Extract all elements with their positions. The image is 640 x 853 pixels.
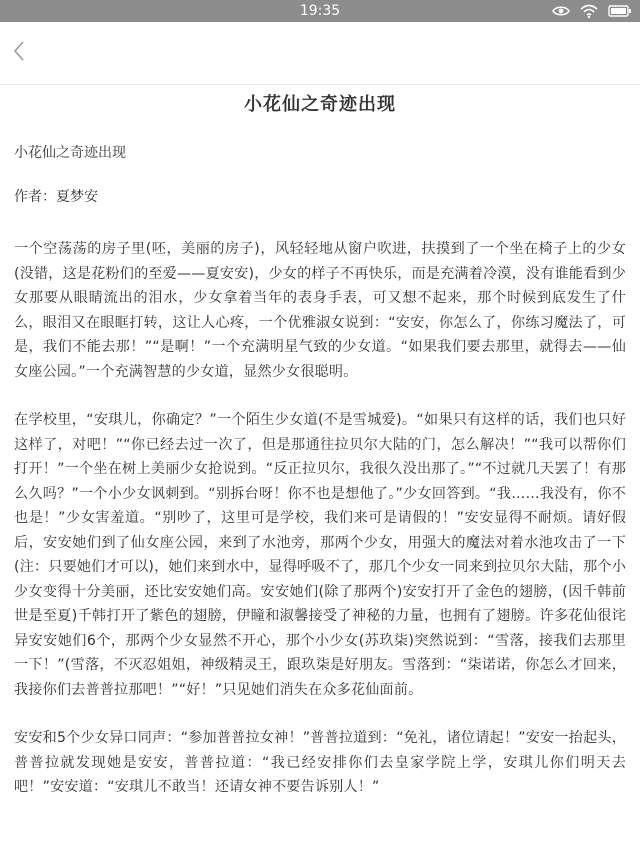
wifi-icon [580,4,598,18]
article-paragraph: 在学校里，“安琪儿，你确定？”一个陌生少女道(不是雪城爱)。“如果只有这样的话，我们也只好这样了，对吧！”“你已经去过一次了，但是那通往拉贝尔大陆的门，怎么解决！”“我可以帮你们打开！”一个坐在树上美丽少女抢说到。“反正拉贝尔，我很久没出那了。”“不过就几天罢了！有那么久吗？”一个小少女讽刺到。“别拆台呀！你不也是想他了。”少女回答到。“我……我没有，你不也是！”少女害羞道。“别吵了，这里可是学校，我们来可是请假的！”安安显得不耐烦。请好假后，安安她们到了仙女座公园，来到了水池旁，那两个少女，用强大的魔法对着水池攻击了一下(注：只要她们才可以)，她们来到水中，显得呼吸不了，那几个少女一同来到拉贝尔大陆，那个小少女变得十分美丽，还比安安她们高。安安她们(除了那两个)安安打开了金色的翅膀，(因千韩前世是至夏)千韩打开了紫色的翅膀，伊瞳和淑馨接受了神秘的力量，也拥有了翅膀。许多花仙很诧异安安她们6个，那两个少女显然不开心，那个小少女(苏玖柒)突然说到：“雪落，接我们去那里一下！”(雪落，不灭忍姐姐，神级精灵王，跟玖柒是好朋友。雪落到：“柒诺诺，你怎么才回来，我接你们去普普拉那吧！”“好！”只见她们消失在众多花仙面前。 [14,412,626,698]
article-paragraph: 一个空荡荡的房子里(呸，美丽的房子)，风轻轻地从窗户吹进，扶摸到了一个坐在椅子上的少女(没错，这是花粉们的至爱——夏安安)，少女的样子不再快乐，而是充满着冷漠，没有谁能看到少女那要从眼睛流出的泪水，少女拿着当年的表身手表，可又想不起来，那个时候到底发生了什么，眼泪又在眼眶打转，这让人心疼，一个优雅淑女说到：“安安，你怎么了，你练习魔法了，可是，我们不能去那！”“是啊！”一个充满明星气致的少女道。“如果我们要去那里，就得去——仙女座公园。”一个充满智慧的少女道，显然少女很聪明。 [14,241,626,380]
status-time: 19:35 [299,3,341,19]
back-button[interactable] [6,38,32,68]
article-title: 小花仙之奇迹出现 [244,94,396,115]
eye-icon [552,5,570,17]
article-subtitle: 小花仙之奇迹出现 [14,145,126,161]
chevron-left-icon [12,40,26,66]
battery-icon [608,5,632,17]
article-author: 作者：夏梦安 [14,189,98,205]
article-paragraph: 安安和5个少女异口同声：“参加普普拉女神！”普普拉道到：“免礼，诸位请起！”安安一抬起头，普普拉就发现她是安安，普普拉道：“我已经安排你们去皇家学院上学，安琪儿你们明天去吧！”安安道：“安琪儿不敢当！还请女神不要告诉别人！” [14,730,626,795]
nav-bar [0,22,640,85]
status-icons [552,2,632,20]
article-content [14,84,626,800]
status-bar [0,0,640,22]
